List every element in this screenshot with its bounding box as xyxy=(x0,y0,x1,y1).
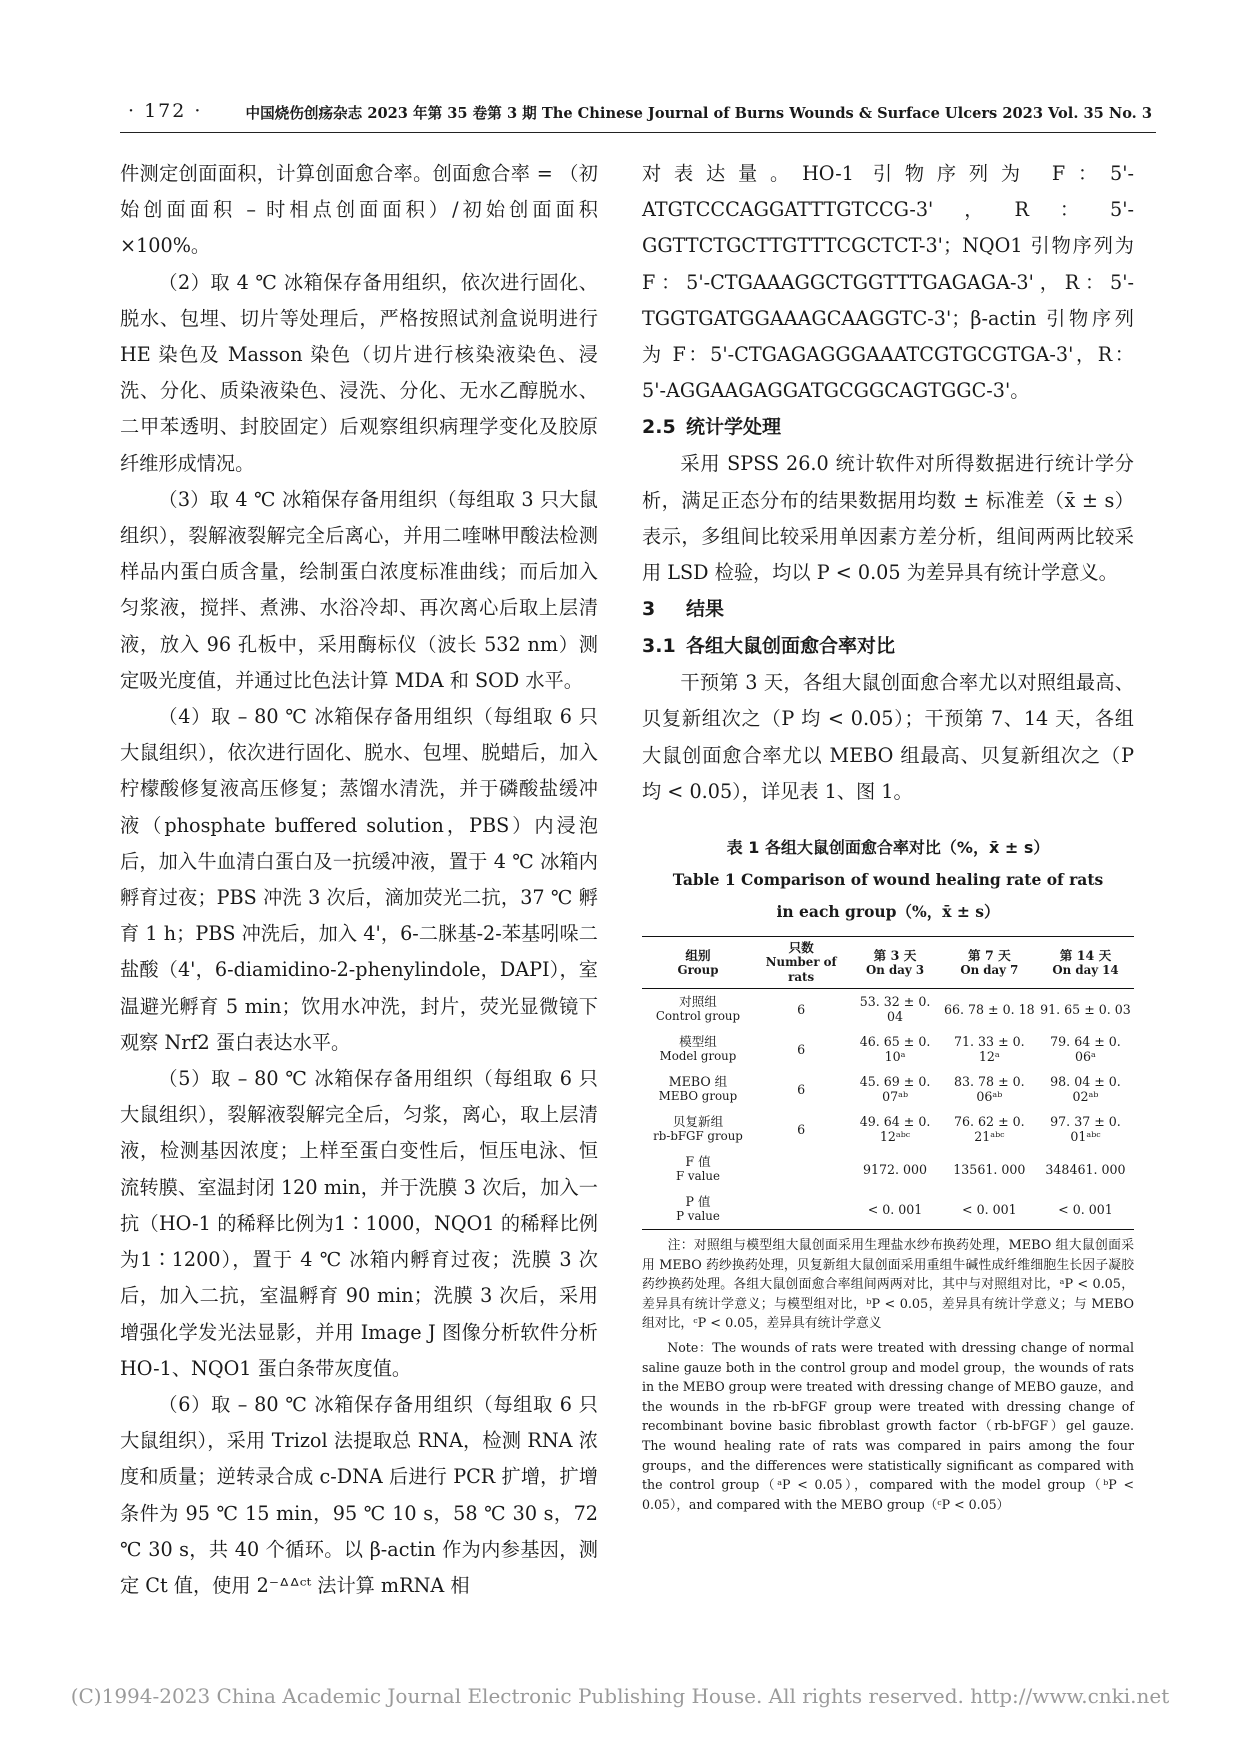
day3-cell: 9172. 000 xyxy=(862,1161,928,1177)
day3-cell: < 0. 001 xyxy=(867,1201,923,1217)
column-header: 第 3 天 On day 3 xyxy=(866,947,925,977)
paragraph-6: （6）取 – 80 ℃ 冰箱保存备用组织（每组取 6 只大鼠组织），采用 Trizol 法提取总 RNA，检测 RNA 浓度和质量；逆转录合成 c-DNA 后进行 PCR 扩增，扩增条件为 95 ℃ 15 min，95 ℃ 10 s，58 ℃ 30 s，72 ℃ 30 s，共 40 个循环。以 β-actin 作为内参基因，测定 Ct 值，使用 2⁻ᐞᐞᶜᵗ 法计算 mRNA 相 xyxy=(120,1392,598,1597)
day14-cell: 79. 64 ± 0. 06ᵃ xyxy=(1050,1034,1121,1065)
section-title: 各组大鼠创面愈合率对比 xyxy=(686,635,896,658)
table-note-zh: 注：对照组与模型组大鼠创面采用生理盐水纱布换药处理，MEBO 组大鼠创面采用 MEBO 药纱换药处理，贝复新组大鼠创面采用重组牛碱性成纤维细胞生长因子凝胶药纱换药处理。各组大鼠创面愈合率组间两两对比，其中与对照组对比，ᵃP < 0.05，差异具有统计学意义；与模型组对比，ᵇP < 0.05，差异具有统计学意义；与 MEBO 组对比，ᶜP < 0.05，差异具有统计学意义 xyxy=(642,1238,1134,1332)
count-cell xyxy=(754,1189,848,1230)
count-cell: 6 xyxy=(797,1001,806,1017)
day14-cell: 97. 37 ± 0. 01ᵃᵇᶜ xyxy=(1050,1114,1121,1145)
header-rule xyxy=(120,132,1156,133)
left-column xyxy=(120,156,598,1604)
table-caption-en-line1: Table 1 Comparison of wound healing rate of rats xyxy=(672,870,1104,890)
section-heading-2-5 xyxy=(642,409,1134,446)
section-number: 3 xyxy=(642,598,656,621)
table-row xyxy=(642,1189,1134,1230)
section-number: 3.1 xyxy=(642,635,676,658)
group-cell: 对照组 Control group xyxy=(655,994,741,1024)
results-paragraph: 干预第 3 天，各组大鼠创面愈合率尤以对照组最高、贝复新组次之（P 均 < 0.05）；干预第 7、14 天，各组大鼠创面愈合率尤以 MEBO 组最高、贝复新组次之（P 均 < 0.05），详见表 1、图 1。 xyxy=(642,671,1134,803)
page-number: · 172 · xyxy=(128,100,203,122)
section-title: 统计学处理 xyxy=(686,416,782,439)
table-row xyxy=(642,989,1134,1030)
day3-cell: 53. 32 ± 0. 04 xyxy=(859,994,931,1025)
column-header: 第 7 天 On day 7 xyxy=(960,947,1019,977)
column-header: 第 14 天 On day 14 xyxy=(1052,947,1119,977)
group-cell: 贝复新组 rb-bFGF group xyxy=(653,1114,743,1144)
group-cell: P 值 P value xyxy=(676,1194,720,1224)
results-table xyxy=(642,936,1134,1230)
group-cell: MEBO 组 MEBO group xyxy=(658,1074,738,1104)
day7-cell: < 0. 001 xyxy=(962,1201,1017,1217)
count-cell xyxy=(754,1149,848,1189)
running-header xyxy=(0,96,1240,130)
count-cell: 6 xyxy=(797,1041,806,1057)
table-row xyxy=(642,1149,1134,1189)
paragraph-5: （5）取 – 80 ℃ 冰箱保存备用组织（每组取 6 只大鼠组织），裂解液裂解完全后，匀浆，离心，取上层清液，检测基因浓度；上样至蛋白变性后，恒压电泳、恒流转膜、室温封闭 120 min，并于洗膜 3 次后，加入一抗（HO-1 的稀释比例为1∶1000，NQO1 的稀释比例为1∶1200），置于 4 ℃ 冰箱内孵育过夜；洗膜 3 次后，加入二抗，室温孵育 90 min；洗膜 3 次后，采用增强化学发光法显影，并用 Image J 图像分析软件分析 HO-1、NQO1 蛋白条带灰度值。 xyxy=(120,1067,598,1380)
table-caption-en-line2: in each group（%，x̄ ± s） xyxy=(776,902,1000,922)
group-cell: 模型组 Model group xyxy=(659,1034,737,1064)
paragraph-3: （3）取 4 ℃ 冰箱保存备用组织（每组取 3 只大鼠组织），裂解液裂解完全后离心，并用二喹啉甲酸法检测样品内蛋白质含量，绘制蛋白浓度标准曲线；而后加入匀浆液，搅拌、煮沸、水浴冷却、再次离心后取上层清液，放入 96 孔板中，采用酶标仪（波长 532 nm）测定吸光度值，并通过比色法计算 MDA 和 SOD 水平。 xyxy=(120,487,598,692)
section-heading-3-1 xyxy=(642,628,1134,665)
day7-cell: 66. 78 ± 0. 18 xyxy=(944,1001,1035,1017)
section-title: 结果 xyxy=(686,598,725,621)
table-row xyxy=(642,1069,1134,1109)
table-header-row xyxy=(642,937,1134,989)
primer-paragraph: 对表达量。HO-1 引物序列为 F：5'-ATGTCCCAGGATTTGTCCG-3'，R：5'-GGTTCTGCTTGTTTCGCTCT-3'；NQO1 引物序列为 F：5'-CTGAAAGGCTGGTTTGAGAGA-3'，R：5'-TGGTGATGGAAAGCAAGGTC-3'；β-actin 引物序列为 F：5'-CTGAGAGGGAAATCGTGCGTGA-3'，R：5'-AGGAAGAGGATGCGGCAGTGGC-3'。 xyxy=(642,162,1134,403)
column-header: 组别 Group xyxy=(677,947,719,977)
table-note-en: Note：The wounds of rats were treated with dressing change of normal saline gauze both in the control group and model group，the wounds of rats in the MEBO group were treated with dressing change of MEBO gauze，and the wounds in the rb-bFGF group were treated with dressing change of recombinant bovine basic fibroblast growth factor（rb-bFGF）gel gauze. The wound healing rate of rats was compared in pairs among the four groups，and the differences were statistically significant as compared with the control group（ᵃP < 0.05），compared with the model group（ᵇP < 0.05），and compared with the MEBO group（ᶜP < 0.05） xyxy=(642,1340,1134,1512)
right-column xyxy=(642,156,1134,1514)
day7-cell: 13561. 000 xyxy=(953,1161,1026,1177)
paragraph-4: （4）取 – 80 ℃ 冰箱保存备用组织（每组取 6 只大鼠组织），依次进行固化、脱水、包埋、脱蜡后，加入柠檬酸修复液高压修复；蒸馏水清洗，并于磷酸盐缓冲液（phosphate buffered solution，PBS）内浸泡后，加入牛血清白蛋白及一抗缓冲液，置于 4 ℃ 冰箱内孵育过夜；PBS 冲洗 3 次后，滴加荧光二抗，37 ℃ 孵育 1 h；PBS 冲洗后，加入 4'，6-二脒基-2-苯基吲哚二盐酸（4'，6-diamidino-2-phenylindole，DAPI），室温避光孵育 5 min；饮用水冲洗，封片，荧光显微镜下观察 Nrf2 蛋白表达水平。 xyxy=(120,705,598,1054)
journal-title: 中国烧伤创疡杂志 2023 年第 35 卷第 3 期 The Chinese Journal of Burns Wounds & Surface Ulcers 2023 Vol. 35 No. 3 xyxy=(245,105,1152,122)
day3-cell: 45. 69 ± 0. 07ᵃᵇ xyxy=(859,1074,931,1105)
day14-cell: 348461. 000 xyxy=(1045,1161,1126,1177)
day14-cell: < 0. 001 xyxy=(1058,1201,1113,1217)
day14-cell: 98. 04 ± 0. 02ᵃᵇ xyxy=(1050,1074,1121,1105)
section-heading-3 xyxy=(642,591,1134,628)
count-cell: 6 xyxy=(797,1121,806,1137)
paragraph-1: 件测定创面面积，计算创面愈合率。创面愈合率 = （初始创面面积 – 时相点创面面积）/初始创面面积 ×100%。 xyxy=(120,162,598,258)
count-cell: 6 xyxy=(797,1081,806,1097)
column-header: 只数 Number of rats xyxy=(765,940,837,985)
day7-cell: 76. 62 ± 0. 21ᵃᵇᶜ xyxy=(954,1114,1025,1145)
table-row xyxy=(642,1109,1134,1149)
day7-cell: 83. 78 ± 0. 06ᵃᵇ xyxy=(954,1074,1025,1105)
table-caption-zh: 表 1 各组大鼠创面愈合率对比（%，x̄ ± s） xyxy=(726,838,1050,858)
section-number: 2.5 xyxy=(642,416,676,439)
copyright-footer: (C)1994-2023 China Academic Journal Electronic Publishing House. All rights reserved. http://www.cnki.net xyxy=(70,1684,1170,1708)
statistics-paragraph: 采用 SPSS 26.0 统计软件对所得数据进行统计学分析，满足正态分布的结果数据用均数 ± 标准差（x̄ ± s）表示，多组间比较采用单因素方差分析，组间两两比较采用 LSD 检验，均以 P < 0.05 为差异具有统计学意义。 xyxy=(642,452,1134,585)
day7-cell: 71. 33 ± 0. 12ᵃ xyxy=(954,1034,1025,1065)
day3-cell: 46. 65 ± 0. 10ᵃ xyxy=(859,1034,931,1065)
paragraph-2: （2）取 4 ℃ 冰箱保存备用组织，依次进行固化、脱水、包埋、切片等处理后，严格按照试剂盒说明进行 HE 染色及 Masson 染色（切片进行核染液染色、浸洗、分化、质染液染色、浸洗、分化、无水乙醇脱水、二甲苯透明、封胶固定）后观察组织病理学变化及胶原纤维形成情况。 xyxy=(120,270,598,475)
day3-cell: 49. 64 ± 0. 12ᵃᵇᶜ xyxy=(859,1114,931,1145)
group-cell: F 值 F value xyxy=(676,1154,720,1184)
day14-cell: 91. 65 ± 0. 03 xyxy=(1040,1001,1131,1017)
table-row xyxy=(642,1029,1134,1069)
